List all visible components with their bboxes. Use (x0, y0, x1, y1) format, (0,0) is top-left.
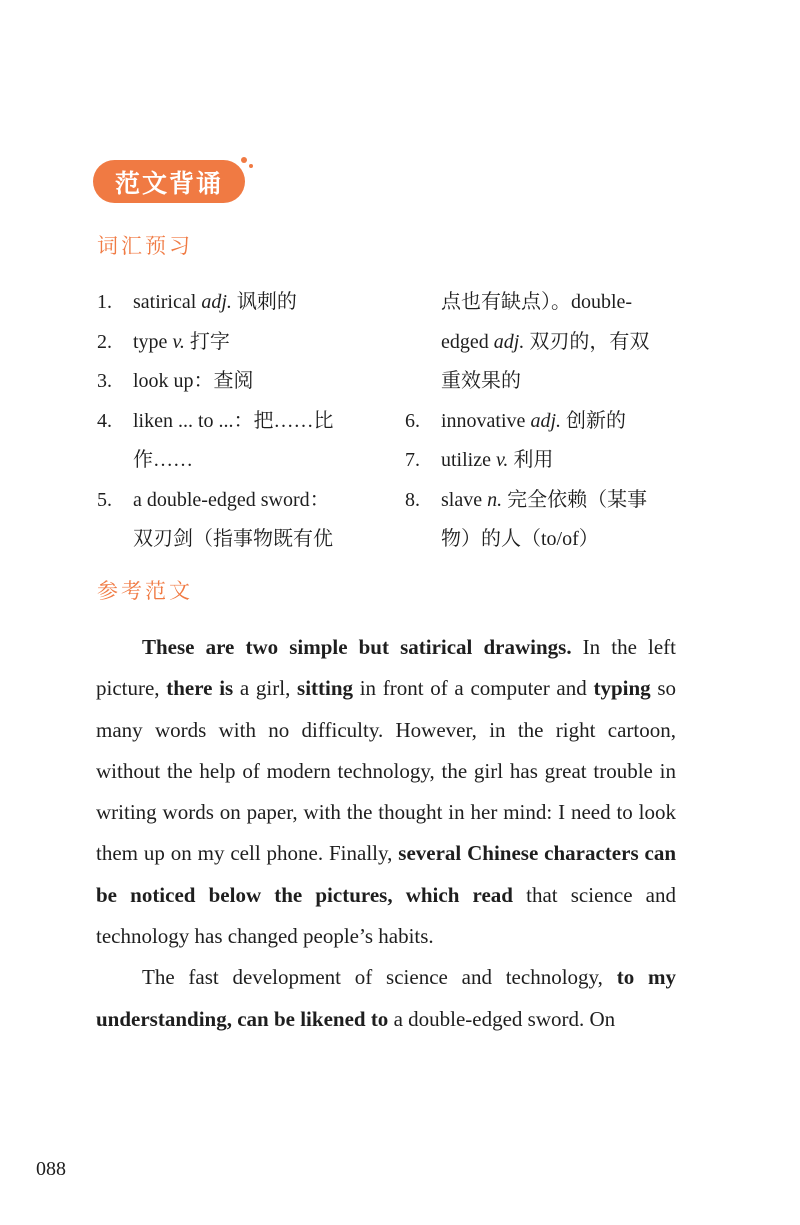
banner-title: 范文背诵 (114, 168, 223, 198)
vocab-item-3: 3. look up：查阅 (97, 370, 254, 392)
vocab-right-column (405, 283, 695, 560)
decorative-dot (249, 164, 253, 168)
vocab-item-7: 7. utilize v. 利用 (405, 449, 554, 471)
vocab-item-8: 8. slave n. 完全依赖（某事 (405, 488, 648, 511)
vocab-item-8-continuation: 物）的人（to/of） (441, 528, 599, 550)
vocab-left-column (97, 283, 387, 560)
essay-paragraph-2: The fast development of science and technology, to my understanding, can be likened to a double-edged sword. On (96, 965, 676, 1031)
vocab-item-2: 2. type v. 打字 (97, 330, 230, 353)
vocab-heading: 词汇预习 (97, 234, 193, 258)
vocab-item-5-continuation-2: 点也有缺点）。double- (441, 291, 633, 313)
page-number: 088 (36, 1158, 66, 1180)
essay-heading: 参考范文 (97, 579, 193, 603)
vocab-item-5-continuation: 双刃剑（指事物既有优 (133, 528, 333, 550)
section-banner (93, 160, 245, 203)
vocab-item-1: 1. satirical adj. 讽刺的 (97, 291, 297, 313)
vocab-item-4: 4. liken ... to ...：把……比 (97, 409, 334, 432)
vocab-item-5-continuation-3: edged adj. 双刃的，有双 (441, 330, 650, 353)
decorative-dot (241, 157, 247, 163)
essay-body (96, 627, 676, 1040)
vocab-item-5-continuation-4: 重效果的 (441, 370, 521, 392)
vocab-item-5: 5. a double-edged sword： (97, 488, 330, 511)
essay-paragraph-1: These are two simple but satirical drawings. In the left picture, there is a girl, sitting in front of a computer and typing so many words with no difficulty. However, in the right cartoon, without the help of modern technology, the girl has great trouble in writing words on paper, with the thought in her mind: I need to look them up on my cell phone. Finally, several Chinese characters can be noticed below the pictures, which read that science and technology has changed people’s habits. (96, 635, 677, 949)
vocab-item-6: 6. innovative adj. 创新的 (405, 409, 626, 432)
vocab-item-4-continuation: 作…… (133, 449, 193, 471)
